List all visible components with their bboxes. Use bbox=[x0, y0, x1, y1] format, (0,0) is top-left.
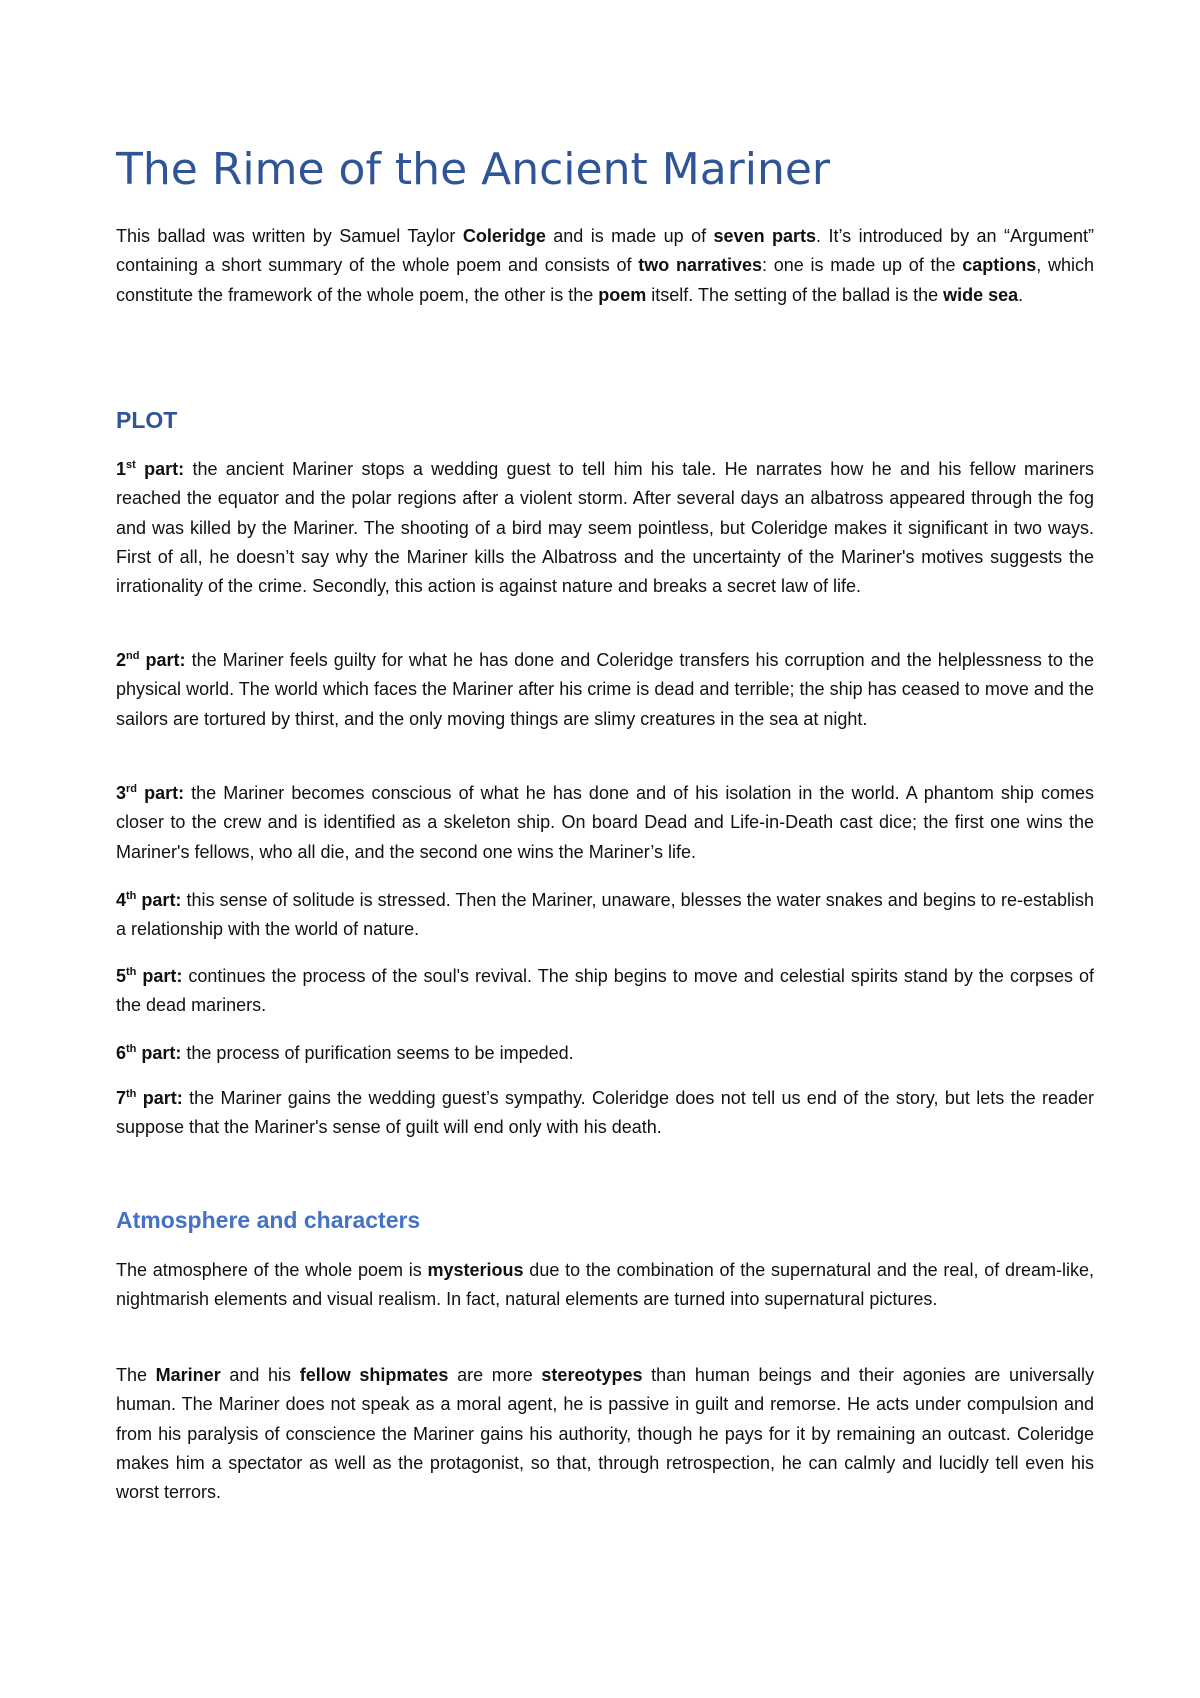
part-4 bbox=[116, 886, 1094, 945]
part-ordinal: st bbox=[126, 459, 136, 471]
part-label bbox=[116, 783, 184, 803]
part-label bbox=[116, 459, 184, 479]
part-ordinal: th bbox=[126, 890, 137, 902]
part-label bbox=[116, 1043, 181, 1063]
part-label-text: part: bbox=[136, 890, 182, 910]
part-5 bbox=[116, 962, 1094, 1021]
atmo-bold: Mariner bbox=[155, 1365, 221, 1385]
intro-text: . bbox=[1018, 284, 1024, 305]
atmosphere-paragraph-2 bbox=[116, 1361, 1094, 1507]
part-text: the ancient Mariner stops a wedding guest to tell him his tale. He narrates how he and his fellow mariners reached the equator and the polar regions after a violent storm. After several days an albatross appeared through the fog and was killed by the Mariner. The shooting of a bird may seem pointless, but Coleridge makes it significant in two ways. First of all, he doesn’t say why the Mariner kills the Albatross and the uncertainty of the Mariner's motives suggests the irrationality of the crime. Secondly, this action is against nature and breaks a secret law of life. bbox=[116, 459, 1095, 597]
intro-bold: two narratives bbox=[638, 255, 763, 276]
part-paragraph bbox=[116, 455, 1094, 601]
part-ordinal: th bbox=[126, 966, 137, 978]
atmo-text: due to the combination of the supernatural and the real, of dream-like, nightmarish elements and visual realism. In fact, natural elements are turned into supernatural pictures. bbox=[116, 1260, 1095, 1310]
part-text: the Mariner becomes conscious of what he has done and of his isolation in the world. A phantom ship comes closer to the crew and is identified as a skeleton ship. On board Dead and Life-in-Death cast dice; the first one wins the Mariner's fellows, who all die, and the second one wins the Mariner’s life. bbox=[116, 783, 1095, 862]
part-text: this sense of solitude is stressed. Then the Mariner, unaware, blesses the water snakes and begins to re-establish a relationship with the world of nature. bbox=[116, 890, 1095, 940]
part-label-text: part: bbox=[137, 783, 185, 803]
part-label-text: part: bbox=[135, 459, 185, 479]
atmosphere-paragraph-1 bbox=[116, 1256, 1094, 1315]
part-paragraph bbox=[116, 962, 1094, 1021]
part-number: 6 bbox=[116, 1043, 127, 1063]
atmo-text: The bbox=[116, 1365, 156, 1385]
atmo-bold: stereotypes bbox=[541, 1365, 643, 1385]
part-paragraph bbox=[116, 646, 1094, 734]
part-ordinal: th bbox=[126, 1043, 137, 1055]
intro-text: : one is made up of the bbox=[762, 255, 963, 276]
part-label bbox=[116, 890, 181, 910]
part-label-text: part: bbox=[136, 966, 183, 986]
atmosphere-heading: Atmosphere and characters bbox=[116, 1207, 421, 1233]
part-number: 1 bbox=[116, 459, 127, 479]
part-text: continues the process of the soul's revival. The ship begins to move and celestial spirits stand by the corpses of the dead mariners. bbox=[116, 966, 1094, 1016]
part-2 bbox=[116, 646, 1094, 734]
intro-bold: poem bbox=[598, 284, 647, 305]
part-number: 4 bbox=[116, 890, 127, 910]
part-label-text: part: bbox=[136, 1043, 182, 1063]
characters-text bbox=[116, 1361, 1094, 1507]
part-text: the process of purification seems to be impeded. bbox=[181, 1043, 574, 1063]
part-3 bbox=[116, 779, 1094, 867]
part-text: the Mariner feels guilty for what he has done and Coleridge transfers his corruption and the helplessness to the physical world. The world which faces the Mariner after his crime is dead and terrible; the ship has ceased to move and the sailors are tortured by thirst, and the only moving things are slimy creatures in the sea at night. bbox=[116, 650, 1095, 729]
intro-bold: seven parts bbox=[713, 226, 817, 246]
part-6 bbox=[116, 1039, 1094, 1068]
part-number: 7 bbox=[116, 1088, 127, 1108]
atmo-bold: mysterious bbox=[427, 1260, 524, 1280]
part-label bbox=[116, 966, 182, 986]
part-number: 3 bbox=[116, 783, 127, 803]
part-paragraph bbox=[116, 886, 1094, 945]
intro-text: and is made up of bbox=[545, 226, 714, 246]
document-title: The Rime of the Ancient Mariner bbox=[116, 144, 831, 195]
plot-heading: PLOT bbox=[116, 407, 178, 433]
part-paragraph bbox=[116, 1039, 1094, 1068]
atmo-text: than human beings and their agonies are universally human. The Mariner does not speak as a moral agent, he is passive in guilt and remorse. He acts under compulsion and from his paralysis of conscience the Mariner gains his authority, though he pays for it by remaining an outcast. Coleridge makes him a spectator as well as the protagonist, so that, through retrospection, he can calmly and lucidly tell even his worst terrors. bbox=[116, 1365, 1094, 1503]
intro-paragraph bbox=[116, 222, 1094, 310]
part-1 bbox=[116, 455, 1094, 601]
intro-bold: captions bbox=[962, 255, 1037, 276]
atmo-bold: fellow shipmates bbox=[299, 1365, 449, 1385]
part-ordinal: nd bbox=[126, 650, 140, 662]
part-label bbox=[116, 1088, 183, 1108]
part-label bbox=[116, 650, 186, 670]
intro-bold: Coleridge bbox=[462, 226, 546, 246]
atmosphere-text bbox=[116, 1256, 1094, 1315]
part-paragraph bbox=[116, 779, 1094, 867]
part-label-text: part: bbox=[136, 1088, 183, 1108]
intro-text: itself. The setting of the ballad is the bbox=[646, 284, 944, 305]
intro-text: , which constitute the framework of the whole poem, the other is the bbox=[116, 255, 1094, 305]
part-7 bbox=[116, 1084, 1094, 1143]
part-number: 2 bbox=[116, 650, 127, 670]
atmo-text: are more bbox=[448, 1365, 542, 1385]
intro-text: . It’s introduced by an “Argument” containing a short summary of the whole poem and consists of bbox=[116, 226, 1094, 276]
atmo-text: and his bbox=[220, 1365, 300, 1385]
part-ordinal: rd bbox=[126, 783, 138, 795]
intro-text: This ballad was written by Samuel Taylor bbox=[116, 226, 463, 246]
part-text: the Mariner gains the wedding guest’s sympathy. Coleridge does not tell us end of the story, but lets the reader suppose that the Mariner's sense of guilt will end only with his death. bbox=[116, 1088, 1094, 1138]
intro-section bbox=[116, 222, 1094, 310]
part-label-text: part: bbox=[139, 650, 186, 670]
intro-bold: wide sea bbox=[943, 284, 1019, 305]
part-ordinal: th bbox=[126, 1088, 137, 1100]
atmo-text: The atmosphere of the whole poem is bbox=[116, 1260, 428, 1280]
part-number: 5 bbox=[116, 966, 127, 986]
part-paragraph bbox=[116, 1084, 1094, 1143]
